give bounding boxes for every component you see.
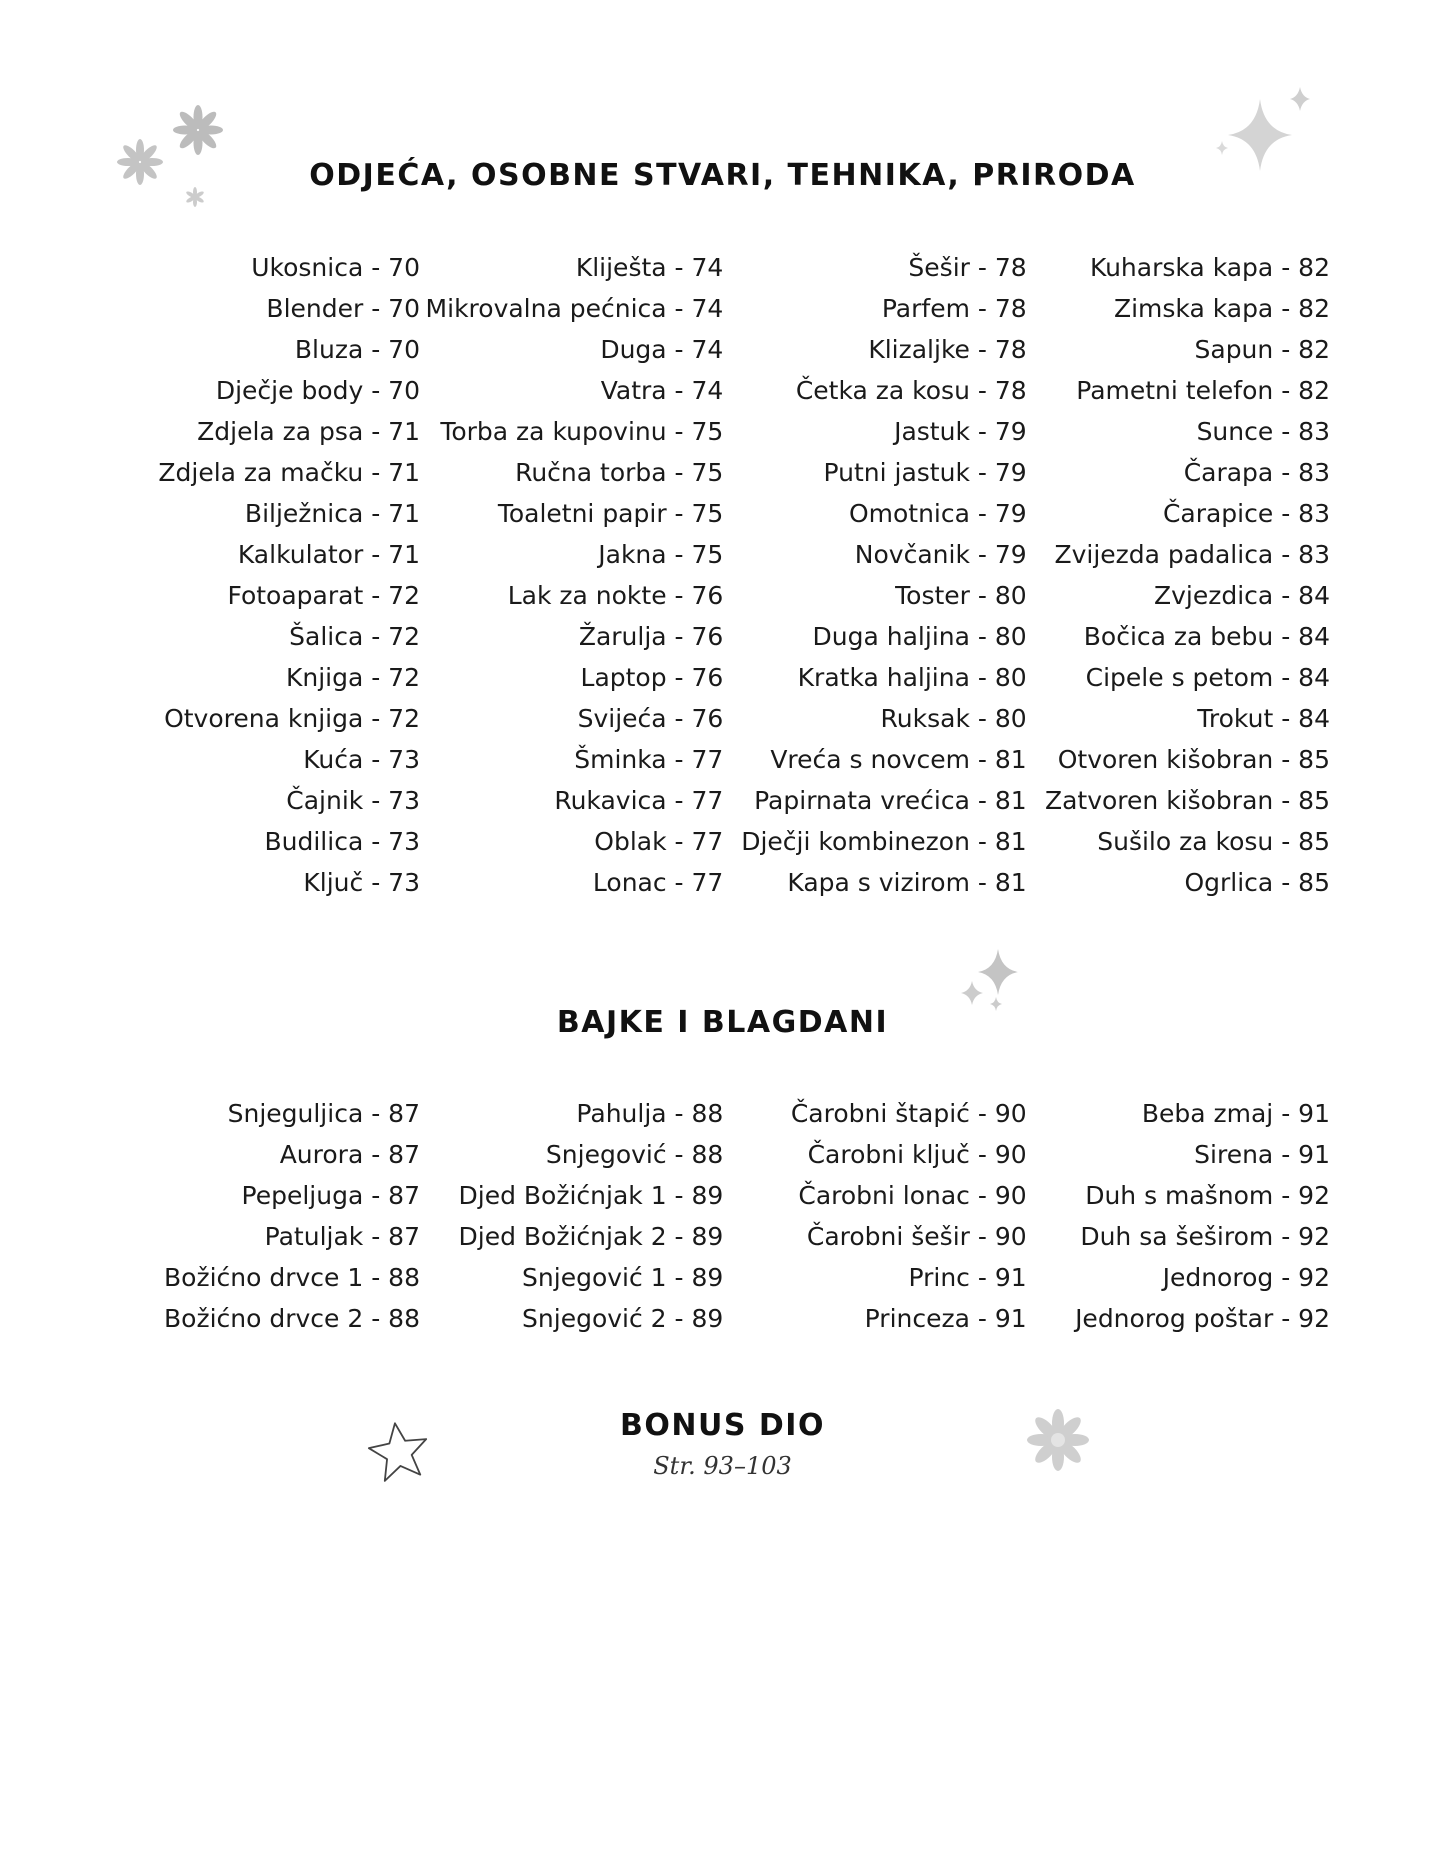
index-entry: Božićno drvce 2 - 88 [164, 1304, 420, 1333]
index-entry: Klizaljke - 78 [868, 335, 1027, 364]
index-entry: Zvjezdica - 84 [1154, 581, 1330, 610]
index-entry: Vreća s novcem - 81 [770, 745, 1027, 774]
index-entry: Budilica - 73 [264, 827, 420, 856]
index-entry: Aurora - 87 [279, 1140, 420, 1169]
index-entry: Duh s mašnom - 92 [1085, 1181, 1330, 1210]
sparkle-icon [978, 949, 1018, 995]
index-entry: Pahulja - 88 [576, 1099, 724, 1128]
index-entry: Knjiga - 72 [285, 663, 420, 692]
index-entry: Sapun - 82 [1194, 335, 1330, 364]
index-entry: Parfem - 78 [881, 294, 1027, 323]
index-entry: Zdjela za psa - 71 [197, 417, 420, 446]
index-entry: Putni jastuk - 79 [823, 458, 1027, 487]
index-entry: Toaletni papir - 75 [497, 499, 724, 528]
index-column [1044, 247, 1330, 903]
index-entry: Duga haljina - 80 [812, 622, 1027, 651]
index-entry: Zatvoren kišobran - 85 [1044, 786, 1330, 815]
index-entry: Jednorog - 92 [1162, 1263, 1330, 1292]
index-list-clothing [150, 247, 1330, 903]
index-entry: Mikrovalna pećnica - 74 [425, 294, 724, 323]
index-entry: Svijeća - 76 [577, 704, 724, 733]
index-entry: Čarobni lonac - 90 [798, 1181, 1027, 1210]
index-entry: Kapa s vizirom - 81 [787, 868, 1027, 897]
index-entry: Oblak - 77 [594, 827, 724, 856]
index-entry: Snjegović 1 - 89 [522, 1263, 724, 1292]
index-entry: Beba zmaj - 91 [1141, 1099, 1330, 1128]
index-entry: Kuća - 73 [303, 745, 420, 774]
index-entry: Otvorena knjiga - 72 [164, 704, 420, 733]
index-column [741, 247, 1027, 903]
index-entry: Zvijezda padalica - 83 [1054, 540, 1330, 569]
section-title-fairy-tales: BAJKE I BLAGDANI [556, 1005, 889, 1040]
bonus-pages: Str. 93–103 [653, 1452, 792, 1480]
index-list-fairy-tales [150, 1093, 1330, 1339]
index-entry: Čarobni štapić - 90 [790, 1099, 1027, 1128]
sparkle-icon [1216, 141, 1228, 155]
index-entry: Čarapice - 83 [1162, 499, 1330, 528]
index-entry: Božićno drvce 1 - 88 [164, 1263, 420, 1292]
index-entry: Papirnata vrećica - 81 [754, 786, 1027, 815]
index-entry: Ukosnica - 70 [251, 253, 420, 282]
index-entry: Jakna - 75 [598, 540, 724, 569]
index-entry: Bilježnica - 71 [244, 499, 420, 528]
index-entry: Ključ - 73 [303, 868, 420, 897]
index-entry: Otvoren kišobran - 85 [1057, 745, 1330, 774]
index-entry: Djed Božićnjak 2 - 89 [458, 1222, 724, 1251]
index-entry: Lonac - 77 [592, 868, 724, 897]
index-entry: Omotnica - 79 [848, 499, 1027, 528]
index-entry: Patuljak - 87 [264, 1222, 420, 1251]
index-entry: Dječji kombinezon - 81 [741, 827, 1027, 856]
index-entry: Zdjela za mačku - 71 [158, 458, 420, 487]
index-entry: Kratka haljina - 80 [797, 663, 1027, 692]
index-entry: Princ - 91 [908, 1263, 1027, 1292]
index-entry: Sušilo za kosu - 85 [1097, 827, 1330, 856]
index-entry: Trokut - 84 [1197, 704, 1330, 733]
index-entry: Bluza - 70 [294, 335, 420, 364]
index-entry: Torba za kupovinu - 75 [440, 417, 724, 446]
index-entry: Pepeljuga - 87 [241, 1181, 420, 1210]
index-entry: Cipele s petom - 84 [1085, 663, 1330, 692]
index-entry: Bočica za bebu - 84 [1083, 622, 1330, 651]
index-entry: Kalkulator - 71 [237, 540, 420, 569]
index-entry: Čajnik - 73 [286, 786, 420, 815]
index-entry: Dječje body - 70 [215, 376, 420, 405]
index-entry: Laptop - 76 [580, 663, 724, 692]
index-entry: Šminka - 77 [574, 745, 724, 774]
index-column [453, 1093, 723, 1339]
index-entry: Sirena - 91 [1194, 1140, 1330, 1169]
index-column [150, 1093, 420, 1339]
index-entry: Četka za kosu - 78 [795, 376, 1027, 405]
index-entry: Čarobni ključ - 90 [807, 1140, 1027, 1169]
index-column [150, 247, 420, 903]
index-entry: Snjegović - 88 [545, 1140, 724, 1169]
index-entry: Vatra - 74 [600, 376, 724, 405]
index-entry: Blender - 70 [266, 294, 420, 323]
index-entry: Jastuk - 79 [894, 417, 1027, 446]
index-entry: Šalica - 72 [289, 622, 420, 651]
index-entry: Žarulja - 76 [578, 622, 724, 651]
index-entry: Pametni telefon - 82 [1076, 376, 1330, 405]
daisy-icon [173, 105, 223, 155]
index-entry: Fotoaparat - 72 [227, 581, 420, 610]
index-entry: Toster - 80 [895, 581, 1027, 610]
index-entry: Ručna torba - 75 [515, 458, 724, 487]
index-column [757, 1093, 1027, 1339]
index-entry: Snjegović 2 - 89 [522, 1304, 724, 1333]
index-entry: Zimska kapa - 82 [1113, 294, 1330, 323]
bonus-title: BONUS DIO [620, 1408, 825, 1443]
index-column [1060, 1093, 1330, 1339]
index-entry: Šešir - 78 [908, 253, 1027, 282]
section-title-clothing: ODJEĆA, OSOBNE STVARI, TEHNIKA, PRIRODA [309, 158, 1136, 193]
index-entry: Djed Božićnjak 1 - 89 [458, 1181, 724, 1210]
sparkle-icon [1290, 87, 1310, 111]
index-entry: Snjeguljica - 87 [227, 1099, 420, 1128]
index-entry: Duh sa šeširom - 92 [1080, 1222, 1330, 1251]
index-entry: Jednorog poštar - 92 [1075, 1304, 1330, 1333]
index-entry: Čarapa - 83 [1183, 458, 1330, 487]
sparkle-icon [961, 981, 983, 1005]
index-entry: Ruksak - 80 [880, 704, 1027, 733]
index-entry: Čarobni šešir - 90 [806, 1222, 1027, 1251]
index-entry: Duga - 74 [600, 335, 724, 364]
index-entry: Ogrlica - 85 [1184, 868, 1330, 897]
index-entry: Sunce - 83 [1196, 417, 1330, 446]
index-entry: Kuharska kapa - 82 [1089, 253, 1330, 282]
index-entry: Kliješta - 74 [575, 253, 724, 282]
index-entry: Lak za nokte - 76 [507, 581, 724, 610]
index-entry: Novčanik - 79 [854, 540, 1027, 569]
index-column [425, 247, 724, 903]
index-entry: Rukavica - 77 [554, 786, 724, 815]
index-entry: Princeza - 91 [864, 1304, 1027, 1333]
